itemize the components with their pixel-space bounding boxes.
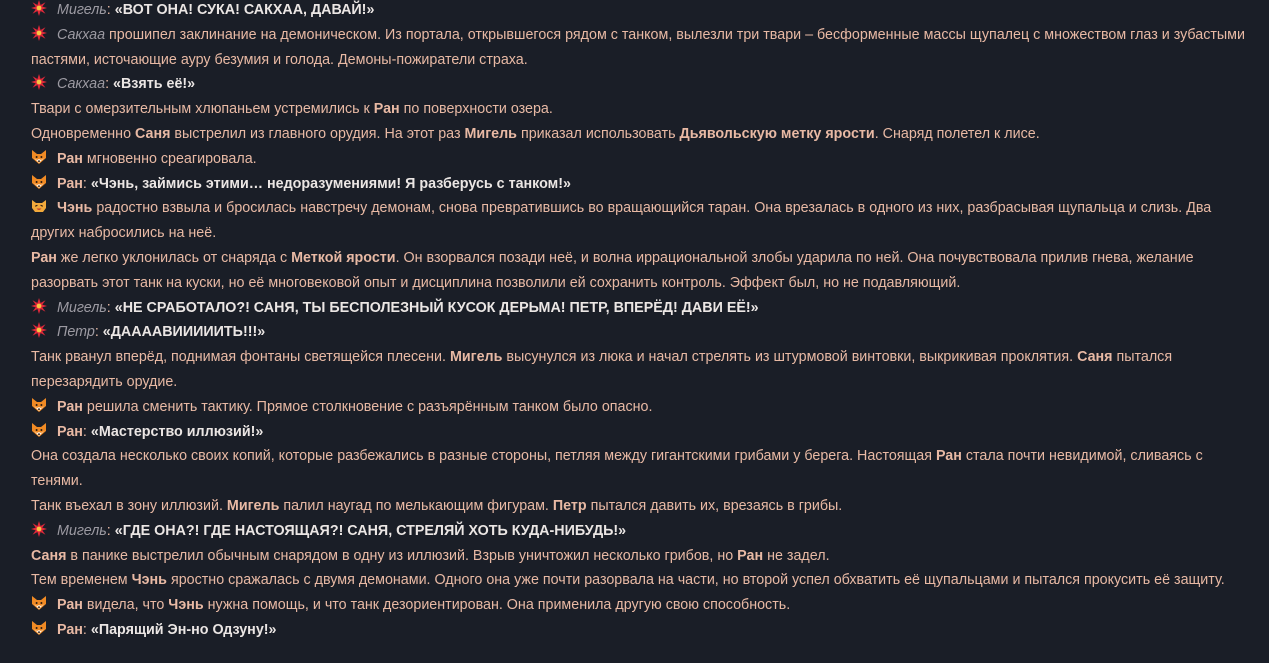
speaker-name: Мигель (56, 522, 107, 539)
narration-text: Тем временем (31, 572, 132, 589)
narration-text: в панике выстрелил обычным снарядом в одну из иллюзий. Взрыв уничтожил несколько грибов, но (66, 547, 738, 564)
narration-text: Твари с омерзительным хлюпаньем устремились к (31, 101, 374, 118)
chat-message (31, 519, 1253, 544)
narration-text: решила сменить тактику. Прямое столкновение с разъярённым танком было опасно. (82, 398, 653, 415)
chat-message (31, 395, 1253, 420)
speaker-separator: : (106, 2, 115, 18)
explosion-icon (31, 25, 47, 41)
narration-text: Она создала несколько своих копий, которые разбежались в разные стороны, петляя между гигантскими грибами у берега. Настоящая (31, 448, 936, 465)
chat-message (31, 420, 1253, 445)
explosion-icon (31, 74, 47, 90)
narration-text: мгновенно среагировала. (82, 150, 257, 167)
narration-text: палил наугад по мелькающим фигурам. (279, 497, 553, 514)
chat-message (31, 320, 1253, 345)
narration-text: . Он взорвался позади неё, и волна иррациональной злобы ударила по ней. Она почувствовала прилив гнева, желание разорвать этот танк на куски, но её многовековой опыт и дисциплина позволили ей сохранить контроль. Эффект был, но не подавляющий. (31, 249, 1194, 291)
character-name: Чэнь (168, 597, 204, 614)
speech-quote: «НЕ СРАБОТАЛО?! САНЯ, ТЫ БЕСПОЛЕЗНЫЙ КУСОК ДЕРЬМА! ПЕТР, ВПЕРЁД! ДАВИ ЕЁ!» (114, 299, 759, 316)
speaker-separator: : (94, 324, 103, 341)
narration-text: высунулся из люка и начал стрелять из штурмовой винтовки, выкрикивая проклятия. (502, 349, 1078, 366)
chat-message (31, 296, 1253, 321)
speech-quote: «ДААААВИИИИИТЬ!!!» (102, 324, 266, 341)
narration-text: приказал использовать (516, 125, 680, 142)
narration-text: Танк рванул вперёд, поднимая фонтаны светящейся плесени. (31, 349, 450, 366)
narration-text: по поверхности озера. (399, 101, 553, 118)
chat-message (31, 568, 1253, 593)
speech-quote: «ГДЕ ОНА?! ГДЕ НАСТОЯЩАЯ?! САНЯ, СТРЕЛЯЙ ХОТЬ КУДА-НИБУДЬ!» (114, 522, 627, 539)
speaker-separator: : (105, 76, 114, 93)
chat-message (31, 147, 1253, 172)
speech-quote: «Чэнь, займись этими… недоразумениями! Я разберусь с танком!» (90, 175, 571, 192)
character-name: Ран (56, 150, 83, 167)
character-name: Саня (31, 547, 67, 564)
fox-icon (31, 174, 47, 190)
speaker-name: Сакхаа (56, 26, 106, 43)
speaker-name: Мигель (56, 299, 107, 316)
chat-message (31, 72, 1253, 97)
character-name: Чэнь (131, 572, 167, 589)
cat-icon (31, 198, 47, 214)
speech-quote: «Взять её!» (113, 76, 196, 93)
character-name: Петр (552, 497, 587, 514)
narration-text: яростно сражалась с двумя демонами. Одного она уже почти разорвала на части, но второй успел обхватить её щупальцами и пытался прокусить её защиту. (166, 572, 1225, 589)
character-name: Меткой ярости (291, 249, 396, 266)
fox-icon (31, 149, 47, 165)
speaker-separator: : (82, 423, 91, 440)
narration-text: пытался перезарядить орудие. (31, 349, 1173, 390)
character-name: Мигель (449, 349, 503, 366)
chat-message (31, 0, 1253, 23)
fox-icon (31, 397, 47, 413)
chat-message (31, 23, 1253, 73)
chat-message (31, 494, 1253, 519)
character-name: Ран (935, 448, 962, 465)
chat-message (31, 593, 1253, 618)
narration-text: Танк въехал в зону иллюзий. (31, 497, 227, 514)
narration-text: прошипел заклинание на демоническом. Из портала, открывшегося рядом с танком, вылезли три твари – бесформенные массы щупалец с множеством глаз и зубастыми пастями, источающие ауру безумия и голода. Демоны-пожиратели страха. (31, 26, 1245, 68)
chat-message (31, 97, 1253, 122)
explosion-icon (31, 521, 47, 537)
character-name: Мигель (464, 125, 517, 142)
speech-quote: «ВОТ ОНА! СУКА! САКХАА, ДАВАЙ!» (114, 2, 375, 18)
character-name: Ран (737, 547, 764, 564)
character-name: Ран (373, 101, 400, 118)
character-name: Чэнь (56, 200, 93, 217)
character-name: Мигель (226, 497, 280, 514)
narration-text: выстрелил из главного орудия. На этот раз (170, 125, 465, 142)
speaker-name: Сакхаа (56, 76, 106, 93)
speech-quote: «Парящий Эн-но Одзуну!» (90, 621, 277, 638)
narration-text: стала почти невидимой, сливаясь с тенями. (31, 448, 1203, 490)
fox-icon (31, 620, 47, 636)
explosion-icon (31, 298, 47, 314)
narration-text: не задел. (763, 547, 830, 564)
narration-text: нужна помощь, и что танк дезориентирован. Она применила другую свою способность. (203, 597, 791, 614)
character-name: Ран (56, 621, 83, 638)
fox-icon (31, 422, 47, 438)
character-name: Ран (56, 597, 83, 614)
explosion-icon (31, 322, 47, 338)
chat-message (31, 544, 1253, 569)
chat-message (31, 444, 1253, 494)
narration-text: видела, что (82, 597, 169, 614)
speaker-separator: : (106, 299, 115, 316)
character-name: Ран (31, 249, 57, 266)
speaker-name: Мигель (56, 2, 107, 18)
narration-text: . Снаряд полетел к лисе. (874, 125, 1040, 142)
chat-message (31, 122, 1253, 147)
speaker-name: Петр (56, 324, 95, 341)
character-name: Саня (135, 125, 171, 142)
chat-message (31, 345, 1253, 395)
chat-message (31, 172, 1253, 197)
narration-text: радостно взвыла и бросилась навстречу демонам, снова превратившись во вращающийся таран. Она врезалась в одного из них, разбрасывая щупальца и слизь. Два других набросились на неё. (31, 200, 1212, 242)
chat-message (31, 246, 1253, 296)
character-name: Саня (1077, 349, 1113, 366)
speaker-separator: : (82, 175, 91, 192)
speaker-separator: : (82, 621, 91, 638)
character-name: Ран (56, 175, 83, 192)
character-name: Ран (56, 398, 83, 415)
chat-message (31, 196, 1253, 246)
chat-log (31, 0, 1253, 643)
speaker-separator: : (106, 522, 115, 539)
character-name: Ран (56, 423, 83, 440)
speech-quote: «Мастерство иллюзий!» (90, 423, 264, 440)
narration-text: Одновременно (31, 125, 135, 142)
explosion-icon (31, 0, 47, 16)
narration-text: пытался давить их, врезаясь в грибы. (586, 497, 843, 514)
fox-icon (31, 595, 47, 611)
narration-text: же легко уклонилась от снаряда с (56, 249, 292, 266)
chat-message (31, 618, 1253, 643)
character-name: Дьявольскую метку ярости (679, 125, 875, 142)
